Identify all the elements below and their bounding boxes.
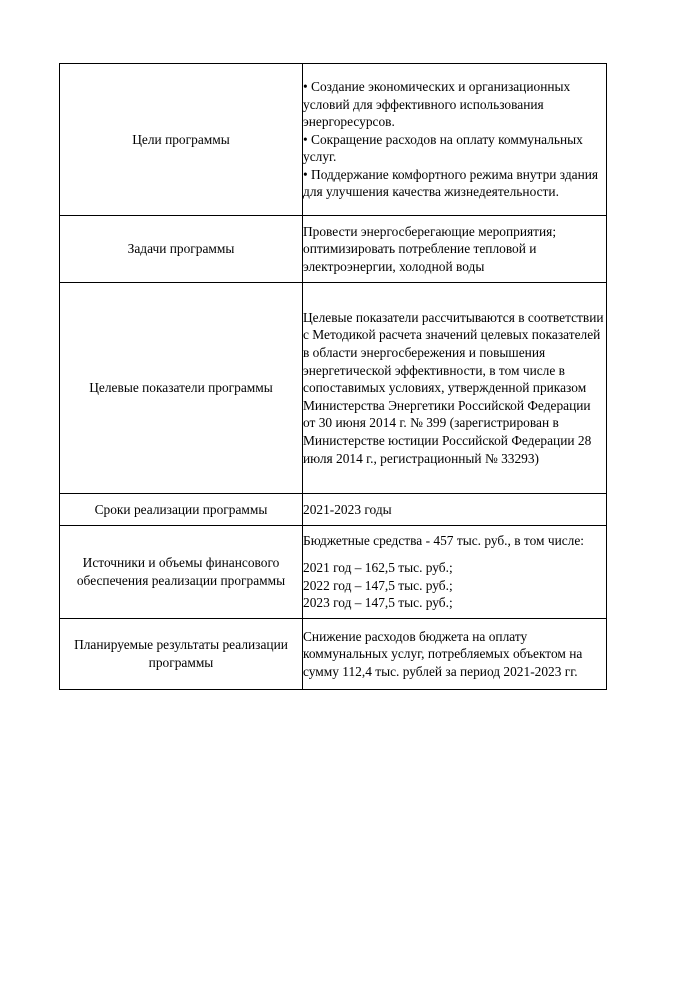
finance-year: 2021 год – 162,5 тыс. руб.; [303,559,453,575]
targets-label: Целевые показатели программы [60,283,303,494]
goals-value [303,64,607,216]
goal-item: • Создание экономических и организационных условий для эффективного использования энергоресурсов. [303,78,571,130]
goals-label: Цели программы [60,64,303,216]
table-row-terms [60,494,607,526]
tasks-label: Задачи программы [60,216,303,283]
results-label: Планируемые результаты реализации программы [60,619,303,690]
finance-year: 2022 год – 147,5 тыс. руб.; [303,577,453,593]
finance-value [303,526,607,619]
finance-year: 2023 год – 147,5 тыс. руб.; [303,595,453,611]
finance-total: Бюджетные средства - 457 тыс. руб., в том числе: [303,533,585,549]
terms-value: 2021-2023 годы [303,494,607,526]
table-row-tasks [60,216,607,283]
targets-value: Целевые показатели рассчитываются в соответствии с Методикой расчета значений целевых показателей в области энергосбережения и повышения энергетической эффективности, в том числе в сопоставимых условиях, утвержденной приказом Министерства Энергетики Российской Федерации от 30 июня 2014 г. № 399 (зарегистрирован в Министерстве юстиции Российской Федерации 28 июля 2014 г., регистрационный № 33293) [303,283,607,494]
table-row-finance [60,526,607,619]
spacer [303,550,606,559]
goal-item: • Поддержание комфортного режима внутри здания для улучшения качества жизнедеятельности. [303,166,599,200]
table-row-goals [60,64,607,216]
finance-label: Источники и объемы финансового обеспечения реализации программы [60,526,303,619]
program-passport-table [59,63,607,690]
table-row-results [60,619,607,690]
table-row-targets [60,283,607,494]
goal-item: • Сокращение расходов на оплату коммунальных услуг. [303,131,583,165]
results-value: Снижение расходов бюджета на оплату коммунальных услуг, потребляемых объектом на сумму 112,4 тыс. рублей за период 2021-2023 гг. [303,619,607,690]
terms-label: Сроки реализации программы [60,494,303,526]
tasks-value: Провести энергосберегающие мероприятия; оптимизировать потребление тепловой и электроэнергии, холодной воды [303,216,607,283]
